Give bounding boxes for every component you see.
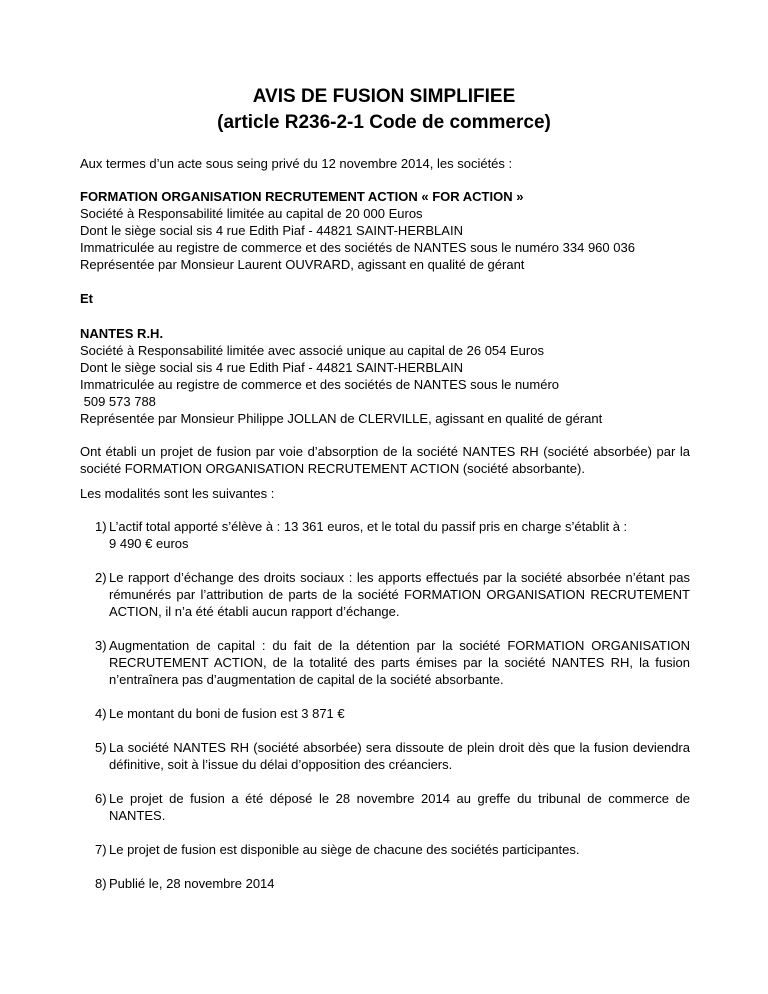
list-item xyxy=(95,637,690,688)
company-1-block xyxy=(80,188,680,273)
list-item-text: 9 490 € euros xyxy=(109,536,189,551)
list-item-number: 2) xyxy=(95,570,107,585)
list-item-number: 8) xyxy=(95,876,107,891)
list-item-text: Le projet de fusion a été déposé le 28 novembre 2014 au greffe du tribunal de commerce de NANTES. xyxy=(109,791,690,823)
list-item xyxy=(95,790,690,824)
list-item-number: 7) xyxy=(95,842,107,857)
list-item-text: Le rapport d’échange des droits sociaux : les apports effectués par la société absorbée n’étant pas rémunérés par l’attribution de parts de la société FORMATION ORGANISATION RECRUTEMENT ACTION, il n’a été établi aucun rapport d’échange. xyxy=(109,570,690,619)
modalities-intro: Les modalités sont les suivantes : xyxy=(80,486,275,501)
list-item-number: 3) xyxy=(95,638,107,653)
list-item-text: La société NANTES RH (société absorbée) sera dissoute de plein droit dès que la fusion deviendra définitive, soit à l’issue du délai d’opposition des créanciers. xyxy=(109,740,690,772)
list-item xyxy=(95,705,690,722)
document-title: AVIS DE FUSION SIMPLIFIEE xyxy=(252,86,516,107)
list-item-text: Le montant du boni de fusion est 3 871 € xyxy=(109,706,345,721)
company-2-address: Dont le siège social sis 4 rue Edith Piaf - 44821 SAINT-HERBLAIN xyxy=(80,360,463,375)
company-2-block xyxy=(80,325,680,427)
company-2-capital: Société à Responsabilité limitée avec associé unique au capital de 26 054 Euros xyxy=(80,343,544,358)
list-item-text: Augmentation de capital : du fait de la détention par la société FORMATION ORGANISATION RECRUTEMENT ACTION, de la totalité des parts émises par la société NANTES RH, la fusion n’entraînera pas d’augmentation de capital de la société absorbante. xyxy=(109,638,690,687)
company-2-name: NANTES R.H. xyxy=(80,326,164,341)
list-item-number: 5) xyxy=(95,740,107,755)
list-item-text: L’actif total apporté s’élève à : 13 361 euros, et le total du passif pris en charge s’établit à : xyxy=(109,519,628,534)
company-2-registration-number: 509 573 788 xyxy=(80,394,156,409)
company-1-registration: Immatriculée au registre de commerce et des sociétés de NANTES sous le numéro 334 960 036 xyxy=(80,240,635,255)
list-item-text: Le projet de fusion est disponible au siège de chacune des sociétés participantes. xyxy=(109,842,580,857)
list-item-number: 4) xyxy=(95,706,107,721)
document-subtitle: (article R236-2-1 Code de commerce) xyxy=(217,112,551,133)
list-item-number: 1) xyxy=(95,519,107,534)
list-item xyxy=(95,569,690,620)
company-1-name: FORMATION ORGANISATION RECRUTEMENT ACTION « FOR ACTION » xyxy=(80,189,524,204)
list-item xyxy=(95,841,690,858)
company-2-representative: Représentée par Monsieur Philippe JOLLAN de CLERVILLE, agissant en qualité de gérant xyxy=(80,411,603,426)
intro-text: Aux termes d’un acte sous seing privé du 12 novembre 2014, les sociétés : xyxy=(80,156,513,171)
company-1-representative: Représentée par Monsieur Laurent OUVRARD, agissant en qualité de gérant xyxy=(80,257,525,272)
list-item xyxy=(95,875,690,892)
company-1-capital: Société à Responsabilité limitée au capital de 20 000 Euros xyxy=(80,206,423,221)
company-1-address: Dont le siège social sis 4 rue Edith Piaf - 44821 SAINT-HERBLAIN xyxy=(80,223,463,238)
list-item-text: Publié le, 28 novembre 2014 xyxy=(109,876,275,891)
list-item-number: 6) xyxy=(95,791,107,806)
separator-et: Et xyxy=(80,291,93,306)
project-paragraph: Ont établi un projet de fusion par voie d’absorption de la société NANTES RH (société absorbée) par la société FORMATION ORGANISATION RECRUTEMENT ACTION (société absorbante). xyxy=(80,444,690,476)
list-item xyxy=(95,739,690,773)
company-2-registration: Immatriculée au registre de commerce et des sociétés de NANTES sous le numéro xyxy=(80,377,560,392)
list-item xyxy=(95,518,690,552)
